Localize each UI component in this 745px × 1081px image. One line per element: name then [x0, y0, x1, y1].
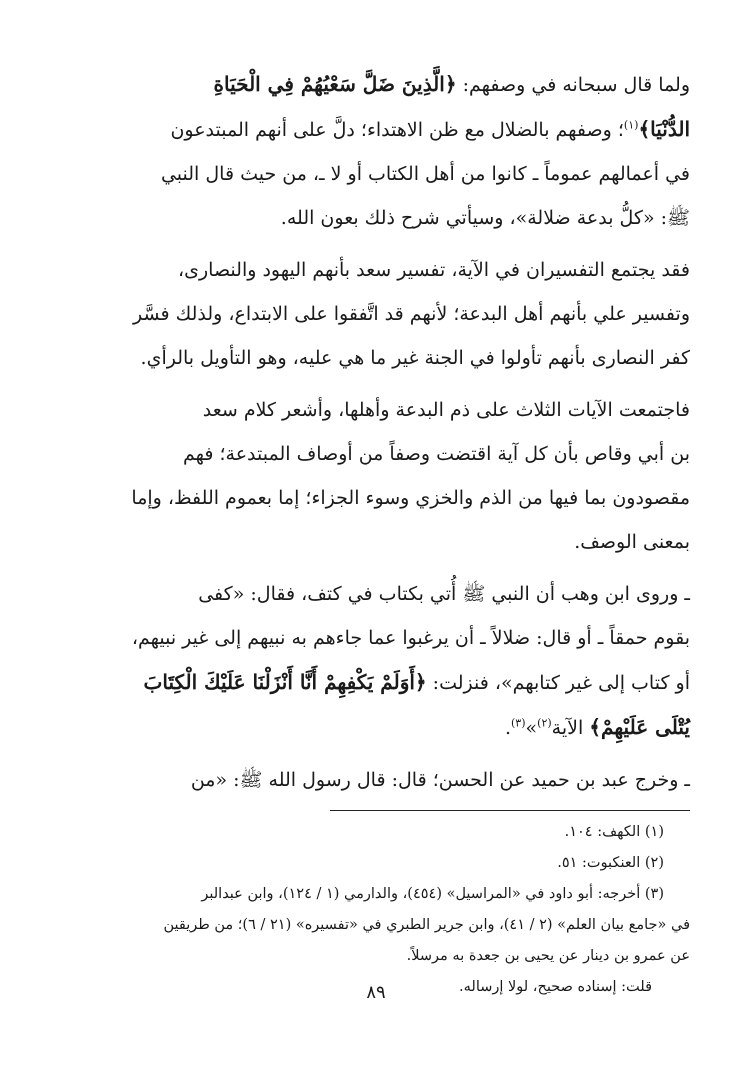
- text-fragment: كفر النصارى بأنهم تأولوا في الجنة غير ما هي عليه، وهو التأويل بالرأي.: [140, 347, 690, 369]
- footnote-line: قلت: إسناده صحيح، لولا إرساله.: [459, 979, 652, 995]
- text-line: [62, 432, 690, 476]
- text-line: [62, 388, 690, 432]
- text-fragment: مقصودون بما فيها من الذم والخزي وسوء الجزاء؛ إما بعموم اللفظ، وإما: [131, 487, 690, 509]
- paragraph: [62, 572, 690, 750]
- text-fragment: وتفسير علي بأنهم أهل البدعة؛ لأنهم قد اتَّفقوا على الابتداع، ولذلك فسَّر: [133, 303, 690, 325]
- text-fragment: فقد يجتمع التفسيران في الآية، تفسير سعد بأنهم اليهود والنصارى،: [177, 259, 690, 281]
- text-line: [62, 62, 690, 107]
- footnote-marker: (٢): [537, 716, 552, 730]
- text-fragment: »: [525, 717, 538, 739]
- text-line: [62, 196, 690, 240]
- footnote-line: عن عمرو بن دينار عن يحيى بن جعدة به مرسلاً.: [406, 948, 690, 964]
- quran-verse: ﴿أَوَلَمْ يَكْفِهِمْ أَنَّا أَنْزَلْنَا عَلَيْكَ الْكِتَابَ: [143, 670, 427, 694]
- paragraph: [62, 248, 690, 380]
- text-fragment: ؛ وصفهم بالضلال مع ظن الاهتداء؛ دلَّ على أنهم المبتدعون: [170, 119, 624, 141]
- book-page: [62, 62, 690, 1062]
- text-fragment: ـ وروى ابن وهب أن النبي ﷺ أُتي بكتاب في كتف، فقال: «كفى: [198, 583, 690, 605]
- quran-verse: يُتْلَى عَلَيْهِمْ﴾: [589, 715, 690, 739]
- text-line: [62, 758, 690, 802]
- text-fragment: أو كتاب إلى غير كتابهم»، فنزلت:: [426, 672, 690, 694]
- text-fragment: فاجتمعت الآيات الثلاث على ذم البدعة وأهلها، وأشعر كلام سعد: [202, 399, 690, 421]
- text-fragment: ﷺ: «كلُّ بدعة ضلالة»، وسيأتي شرح ذلك بعون الله.: [280, 207, 690, 229]
- page-number: ٨٩: [366, 982, 386, 1003]
- footnote-separator: [330, 810, 690, 811]
- text-fragment: في أعمالهم عموماً ـ كانوا من أهل الكتاب أو لا ـ، من حيث قال النبي: [160, 163, 690, 185]
- text-line: [62, 248, 690, 292]
- text-fragment: بمعنى الوصف.: [574, 531, 690, 553]
- footnote-marker: (٣): [511, 716, 526, 730]
- quran-verse: الدُّنْيَا﴾: [638, 117, 690, 141]
- footnote-line: (٣) أخرجه: أبو داود في «المراسيل» (٤٥٤)، والدارمي (١ / ١٢٤)، وابن عبدالبر: [201, 886, 664, 902]
- text-line: [62, 107, 690, 152]
- text-line: [62, 152, 690, 196]
- paragraph: [62, 62, 690, 240]
- text-fragment: الآية: [551, 717, 590, 739]
- footnote-line: (١) الكهف: ١٠٤.: [564, 824, 664, 840]
- text-line: [62, 705, 690, 750]
- text-line: [62, 476, 690, 520]
- main-text: [62, 62, 690, 802]
- footnote-line: في «جامع بيان العلم» (٢ / ٤١)، وابن جرير الطبري في «تفسيره» (٢١ / ٦)؛ من طريقين: [163, 917, 690, 933]
- text-line: [62, 660, 690, 705]
- text-line: [62, 572, 690, 616]
- footnotes: [62, 817, 690, 1003]
- quran-verse: ﴿الَّذِينَ ضَلَّ سَعْيُهُمْ فِي الْحَيَاةِ: [213, 72, 457, 96]
- paragraph: [62, 758, 690, 802]
- text-fragment: بن أبي وقاص بأن كل آية اقتضت وصفاً من أوصاف المبتدعة؛ فهم: [182, 443, 690, 465]
- text-line: [62, 292, 690, 336]
- text-line: [62, 616, 690, 660]
- text-fragment: ـ وخرج عبد بن حميد عن الحسن؛ قال: قال رسول الله ﷺ: «من: [190, 769, 690, 791]
- text-line: [62, 336, 690, 380]
- paragraph: [62, 388, 690, 564]
- footnote-line: (٢) العنكبوت: ٥١.: [557, 855, 664, 871]
- text-fragment: ولما قال سبحانه في وصفهم:: [456, 74, 690, 96]
- text-fragment: بقوم حمقاً ـ أو قال: ضلالاً ـ أن يرغبوا عما جاءهم به نبيهم إلى غير نبيهم،: [131, 627, 690, 649]
- text-fragment: .: [504, 717, 511, 739]
- footnote-marker: (١): [623, 118, 639, 132]
- text-line: [62, 520, 690, 564]
